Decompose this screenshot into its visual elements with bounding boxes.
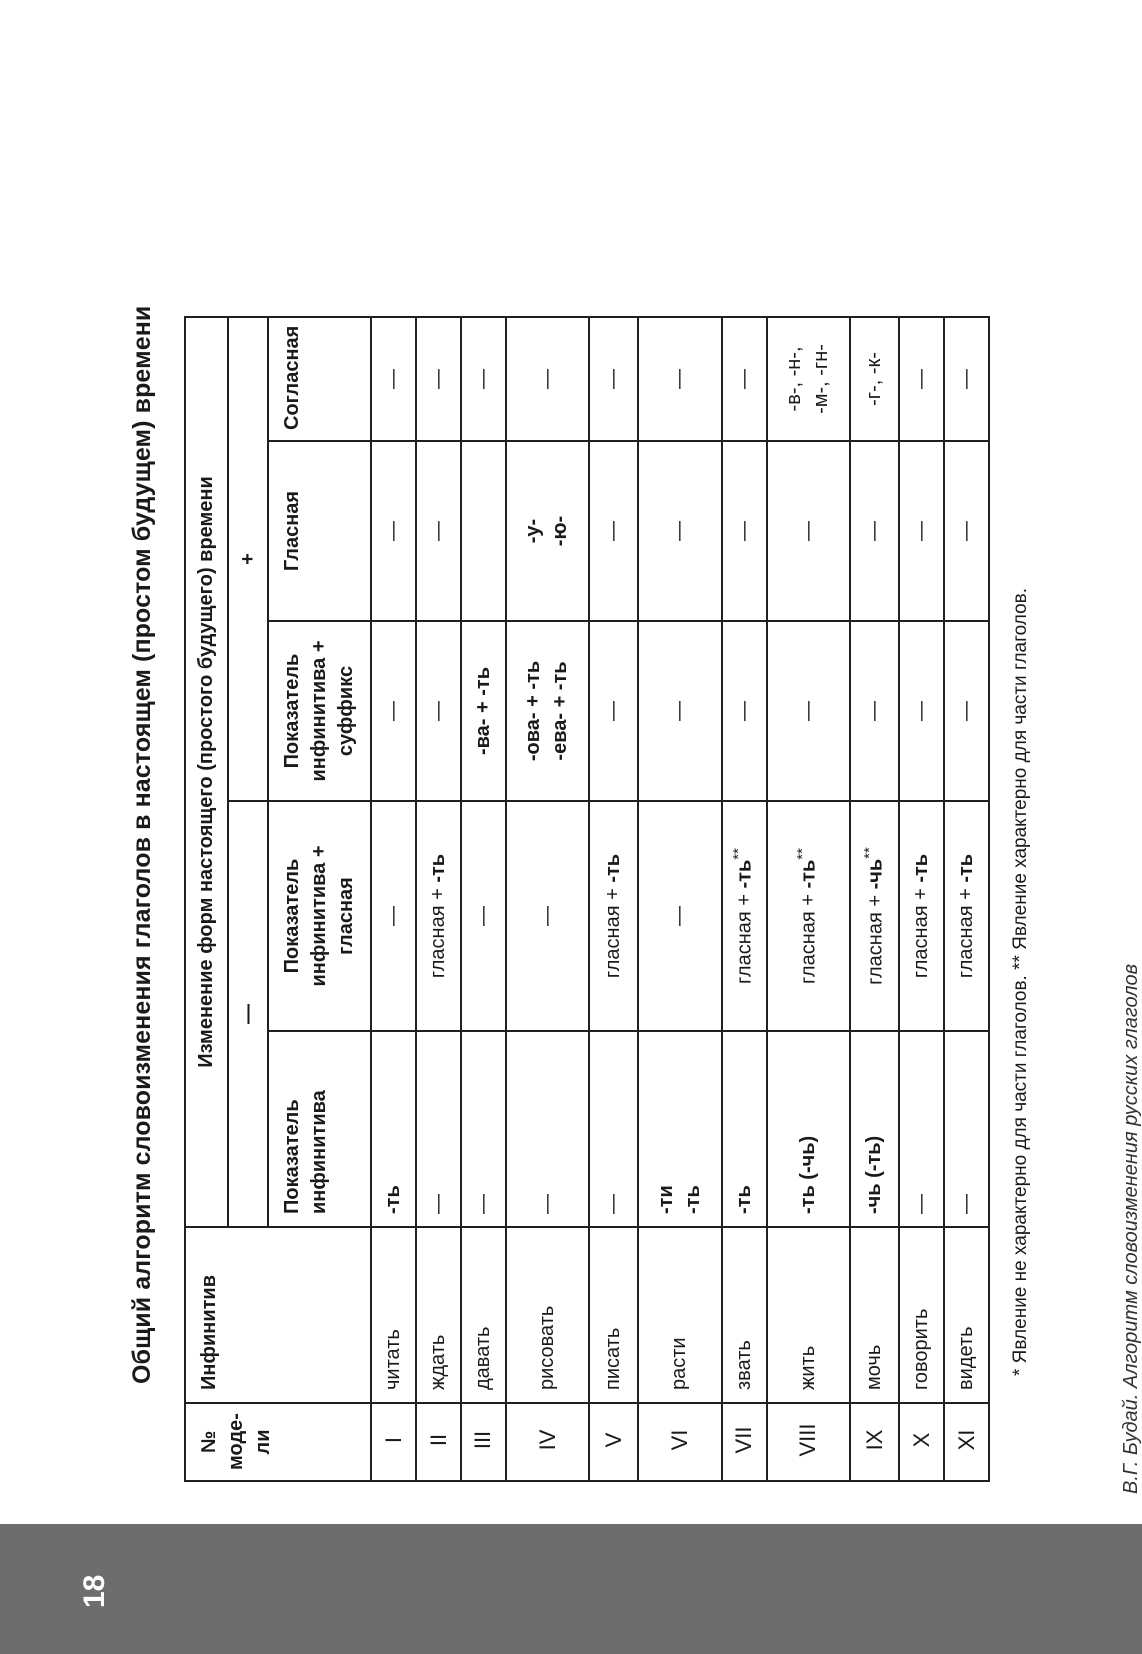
indicator-suffix-cell: — <box>944 621 989 801</box>
indicator-vowel-cell: гласная + -ть** <box>722 801 767 1031</box>
running-head: В.Г. Будай. Алгоритм словоизменения русских глаголов <box>1120 963 1142 1494</box>
header-infinitive: Инфинитив <box>185 1227 371 1403</box>
model-number: XI <box>944 1403 989 1481</box>
infinitive-cell: звать <box>722 1227 767 1403</box>
model-number: I <box>371 1403 416 1481</box>
consonant-cell: — <box>899 317 944 441</box>
table-row <box>371 317 416 1481</box>
model-number: VI <box>638 1403 721 1481</box>
consonant-cell: — <box>722 317 767 441</box>
consonant-cell: — <box>506 317 589 441</box>
consonant-cell: — <box>944 317 989 441</box>
indicator-variant-2: -ть <box>681 1185 704 1214</box>
indicator-suffix-cell: -ва- + -ть <box>461 621 506 801</box>
page-number: 18 <box>78 1574 111 1608</box>
subheader-vowel: Гласная <box>268 441 371 621</box>
consonant-variant-1: -в-, -н-, <box>783 346 806 412</box>
model-number: II <box>416 1403 461 1481</box>
table-row <box>899 317 944 1481</box>
model-number: VIII <box>767 1403 850 1481</box>
indicator-cell: — <box>944 1031 989 1227</box>
indicator-suffix-cell: — <box>850 621 899 801</box>
consonant-cell: — <box>416 317 461 441</box>
header-plus: + <box>228 317 269 801</box>
indicator-vowel-cell: гласная + -ть <box>944 801 989 1031</box>
vowel-cell: — <box>722 441 767 621</box>
table-row <box>589 317 638 1481</box>
model-number: V <box>589 1403 638 1481</box>
footnote: * Явление не характерно для части глаголов. ** Явление характерно для части глаголов. <box>1010 587 1031 1376</box>
indicator-cell: -чь (-ть) <box>850 1031 899 1227</box>
vowel-cell: — <box>944 441 989 621</box>
model-number: IX <box>850 1403 899 1481</box>
vowel-variant-2: -ю- <box>549 515 572 547</box>
indicator-cell: — <box>461 1031 506 1227</box>
infinitive-cell: ждать <box>416 1227 461 1403</box>
vowel-cell: — <box>767 441 850 621</box>
indicator-cell: — <box>899 1031 944 1227</box>
model-number: III <box>461 1403 506 1481</box>
indicator-cell: -ть <box>722 1031 767 1227</box>
infinitive-cell: жить <box>767 1227 850 1403</box>
vowel-cell: — <box>850 441 899 621</box>
table-row <box>722 317 767 1481</box>
infinitive-cell: читать <box>371 1227 416 1403</box>
table-row <box>416 317 461 1481</box>
consonant-cell <box>767 317 850 441</box>
subheader-indicator-suffix: Показатель инфинитива + суффикс <box>268 621 371 801</box>
indicator-cell <box>638 1031 721 1227</box>
indicator-suffix-cell: — <box>416 621 461 801</box>
header-form-change: Изменение форм настоящего (простого будущего) времени <box>185 317 228 1227</box>
table-row <box>638 317 721 1481</box>
indicator-cell: — <box>416 1031 461 1227</box>
consonant-cell: — <box>589 317 638 441</box>
table-row <box>850 317 899 1481</box>
suffix-variant-1: -ова- + -ть <box>522 660 545 762</box>
indicator-vowel-cell: — <box>506 801 589 1031</box>
consonant-cell: — <box>461 317 506 441</box>
header-model-number: № моде-ли <box>185 1403 371 1481</box>
indicator-suffix-cell: — <box>722 621 767 801</box>
infinitive-cell: говорить <box>899 1227 944 1403</box>
indicator-suffix-cell: — <box>371 621 416 801</box>
indicator-vowel-cell: — <box>461 801 506 1031</box>
infinitive-cell: мочь <box>850 1227 899 1403</box>
indicator-vowel-cell: гласная + -чь** <box>850 801 899 1031</box>
model-number: IV <box>506 1403 589 1481</box>
indicator-cell: -ть (-чь) <box>767 1031 850 1227</box>
vowel-cell: — <box>638 441 721 621</box>
vowel-variant-1: -у- <box>522 518 545 544</box>
indicator-suffix-cell <box>506 621 589 801</box>
infinitive-cell: расти <box>638 1227 721 1403</box>
subheader-indicator-vowel: Показатель инфинитива + гласная <box>268 801 371 1031</box>
indicator-vowel-cell: гласная + -ть <box>416 801 461 1031</box>
infinitive-cell: давать <box>461 1227 506 1403</box>
consonant-cell: — <box>371 317 416 441</box>
infinitive-cell: рисовать <box>506 1227 589 1403</box>
table-row <box>944 317 989 1481</box>
indicator-vowel-cell: — <box>638 801 721 1031</box>
subheader-consonant: Согласная <box>268 317 371 441</box>
infinitive-cell: видеть <box>944 1227 989 1403</box>
table-row <box>506 317 589 1481</box>
vowel-cell <box>506 441 589 621</box>
vowel-cell: — <box>899 441 944 621</box>
indicator-cell: — <box>506 1031 589 1227</box>
model-number: VII <box>722 1403 767 1481</box>
table-row <box>767 317 850 1481</box>
vowel-cell: — <box>416 441 461 621</box>
indicator-variant-1: -ти <box>654 1185 677 1214</box>
indicator-vowel-cell: гласная + -ть** <box>767 801 850 1031</box>
vowel-cell <box>461 441 506 621</box>
vowel-cell: — <box>589 441 638 621</box>
indicator-vowel-cell: гласная + -ть <box>899 801 944 1031</box>
infinitive-cell: писать <box>589 1227 638 1403</box>
verb-algorithm-table <box>184 316 990 1482</box>
indicator-vowel-cell: гласная + -ть <box>589 801 638 1031</box>
consonant-variant-2: -м-, -гн- <box>810 344 833 414</box>
consonant-cell: — <box>638 317 721 441</box>
indicator-vowel-cell: — <box>371 801 416 1031</box>
indicator-suffix-cell: — <box>589 621 638 801</box>
subheader-indicator: Показатель инфинитива <box>268 1031 371 1227</box>
indicator-suffix-cell: — <box>767 621 850 801</box>
indicator-cell: — <box>589 1031 638 1227</box>
consonant-cell: -г-, -к- <box>850 317 899 441</box>
indicator-cell: -ть <box>371 1031 416 1227</box>
vowel-cell: — <box>371 441 416 621</box>
indicator-suffix-cell: — <box>899 621 944 801</box>
indicator-suffix-cell: — <box>638 621 721 801</box>
footer-bar <box>0 1524 1142 1654</box>
table-row <box>461 317 506 1481</box>
page-title: Общий алгоритм словоизменения глаголов в настоящем (простом будущем) времени <box>128 305 156 1384</box>
suffix-variant-2: -ева- + -ть <box>549 661 572 761</box>
header-minus: — <box>228 801 269 1227</box>
model-number: X <box>899 1403 944 1481</box>
